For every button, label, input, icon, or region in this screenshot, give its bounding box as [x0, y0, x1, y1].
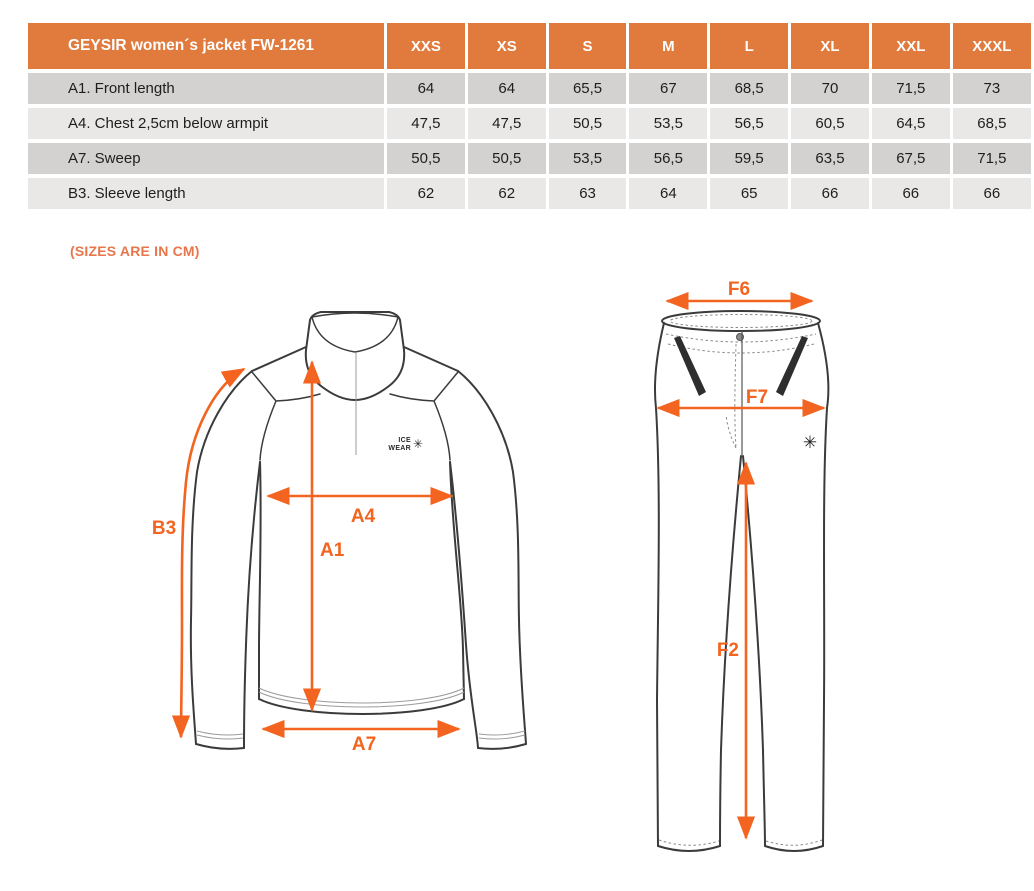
jacket-outline-drawing [191, 312, 526, 749]
jacket-left-side [259, 462, 261, 699]
size-value-cell: 50,5 [387, 143, 465, 174]
units-note: (SIZES ARE IN CM) [70, 243, 200, 259]
size-value-cell: 59,5 [710, 143, 788, 174]
table-row-chest [28, 108, 1031, 139]
size-value-cell: 64 [629, 178, 707, 209]
jacket-hem-stitch [259, 688, 464, 707]
pants-measurement-diagram [625, 278, 870, 878]
size-value-cell: 65,5 [549, 73, 627, 104]
table-row-front-length [28, 73, 1031, 104]
pants-right-hem-stitch [766, 840, 822, 845]
size-value-cell: 71,5 [872, 73, 950, 104]
jacket-logo-snowflake-icon: ✳ [412, 437, 424, 451]
size-value-cell: 64 [468, 73, 546, 104]
size-header-s: S [549, 23, 627, 69]
measure-label-f7: F7 [745, 387, 769, 408]
jacket-logo-text-wear: WEAR [388, 445, 411, 452]
row-label: A7. Sweep [28, 143, 384, 174]
size-value-cell: 66 [953, 178, 1031, 209]
pants-measure-arrows [658, 279, 824, 838]
measure-label-a7: A7 [351, 734, 377, 755]
jacket-left-cuff-stitch [197, 731, 243, 739]
size-value-cell: 67,5 [872, 143, 950, 174]
size-header-m: M [629, 23, 707, 69]
row-label: A1. Front length [28, 73, 384, 104]
pants-fly-stitch [726, 344, 736, 448]
measure-label-a1: A1 [320, 540, 345, 561]
size-header-xl: XL [791, 23, 869, 69]
size-value-cell: 60,5 [791, 108, 869, 139]
size-value-cell: 73 [953, 73, 1031, 104]
jacket-right-cuff [478, 744, 526, 749]
size-value-cell: 71,5 [953, 143, 1031, 174]
size-header-xxl: XXL [872, 23, 950, 69]
size-value-cell: 56,5 [629, 143, 707, 174]
size-value-cell: 63 [549, 178, 627, 209]
size-value-cell: 68,5 [953, 108, 1031, 139]
measure-label-f2: F2 [716, 640, 739, 661]
pants-logo-snowflake-icon: ✳ [802, 433, 818, 452]
size-value-cell: 53,5 [629, 108, 707, 139]
size-value-cell: 56,5 [710, 108, 788, 139]
size-value-cell: 62 [468, 178, 546, 209]
jacket-collar [306, 312, 404, 400]
size-header-xxs: XXS [387, 23, 465, 69]
jacket-left-sleeve-inner [244, 462, 260, 748]
pants-left-outer-edge [655, 323, 664, 846]
size-value-cell: 63,5 [791, 143, 869, 174]
size-value-cell: 64 [387, 73, 465, 104]
row-label: B3. Sleeve length [28, 178, 384, 209]
pants-waist-stitch [670, 315, 812, 328]
jacket-left-shoulder [252, 347, 306, 371]
jacket-right-shoulder [404, 347, 458, 371]
measure-label-b3: B3 [151, 518, 177, 539]
pants-right-hem [765, 846, 823, 851]
jacket-right-sleeve-outer [458, 371, 526, 744]
size-value-cell: 64,5 [872, 108, 950, 139]
size-value-cell: 66 [791, 178, 869, 209]
jacket-left-raglan-seam [252, 372, 320, 460]
row-label: A4. Chest 2,5cm below armpit [28, 108, 384, 139]
pants-waistband-seam-lower [668, 344, 814, 353]
jacket-right-sleeve-inner [450, 462, 478, 748]
table-row-sleeve-length [28, 178, 1031, 209]
size-value-cell: 65 [710, 178, 788, 209]
size-value-cell: 50,5 [468, 143, 546, 174]
jacket-left-cuff [196, 744, 244, 749]
pants-left-hem-stitch [659, 840, 719, 845]
size-value-cell: 47,5 [468, 108, 546, 139]
pants-left-hem [658, 846, 720, 851]
size-value-cell: 67 [629, 73, 707, 104]
size-header-l: L [710, 23, 788, 69]
size-value-cell: 62 [387, 178, 465, 209]
size-value-cell: 53,5 [549, 143, 627, 174]
table-row-sweep [28, 143, 1031, 174]
size-chart-table [25, 19, 1034, 213]
size-header-xs: XS [468, 23, 546, 69]
pants-right-outer-edge [818, 323, 828, 846]
size-value-cell: 50,5 [549, 108, 627, 139]
jacket-collar-inner [312, 313, 398, 352]
jacket-right-cuff-stitch [479, 731, 525, 739]
pants-left-pocket [674, 336, 706, 396]
jacket-measurement-diagram [130, 295, 590, 775]
pants-waist-opening [662, 311, 820, 331]
pants-outline-drawing [655, 311, 828, 851]
size-header-xxxl: XXXL [953, 23, 1031, 69]
jacket-measure-arrows [152, 362, 459, 755]
size-value-cell: 66 [872, 178, 950, 209]
measure-label-f6: F6 [727, 279, 751, 300]
measure-label-a4: A4 [350, 506, 376, 527]
size-value-cell: 47,5 [387, 108, 465, 139]
jacket-logo-text-ice: ICE [398, 437, 411, 444]
size-chart-header [28, 23, 1031, 69]
size-value-cell: 70 [791, 73, 869, 104]
size-value-cell: 68,5 [710, 73, 788, 104]
pants-right-pocket [776, 336, 808, 396]
product-name-header: GEYSIR women´s jacket FW-1261 [28, 23, 384, 69]
